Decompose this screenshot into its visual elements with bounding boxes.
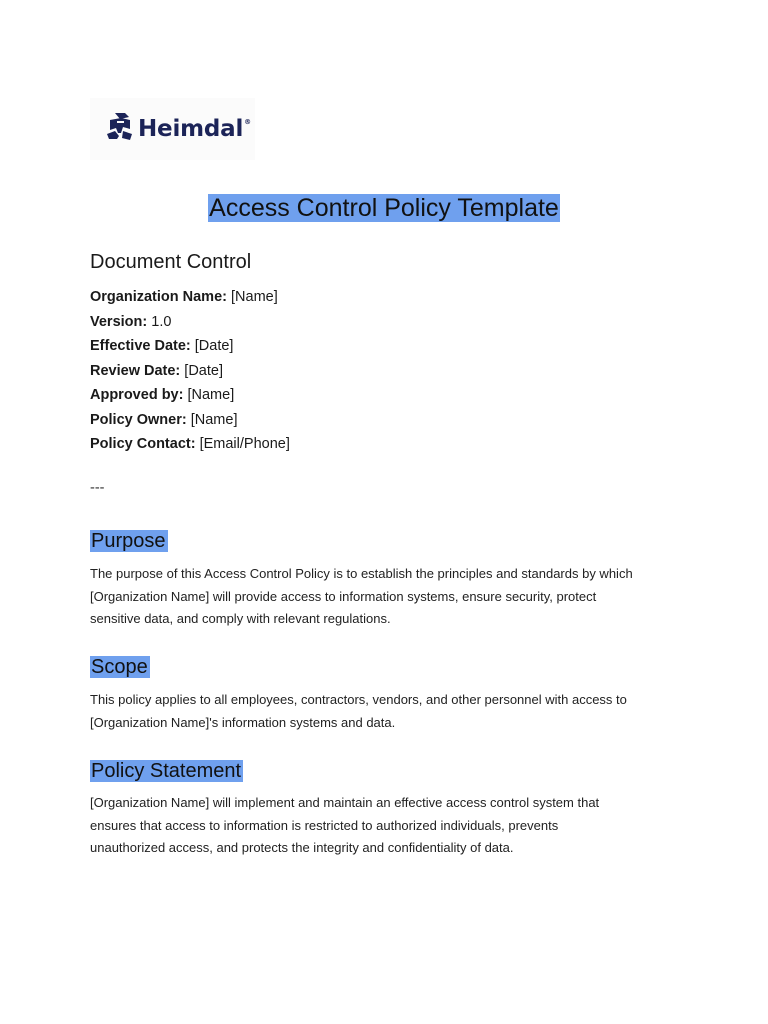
field-version: Version: 1.0 [90, 313, 172, 330]
purpose-heading: Purpose [91, 530, 166, 552]
scope-heading: Scope [91, 656, 148, 678]
policy-statement-paragraph: [Organization Name] will implement and maintain an effective access control system that ensures that access to information is restricted to authorized individuals, prevents unauthorized access, and protects the integrity and confidentiality of data. [90, 795, 600, 855]
policy-statement-heading: Policy Statement [91, 760, 242, 782]
field-review-date: Review Date: [Date] [90, 362, 223, 379]
document-control-fields [90, 285, 290, 457]
field-policy-contact: Policy Contact: [Email/Phone] [90, 436, 290, 452]
heimdal-logo [90, 98, 255, 160]
field-organization-name: Organization Name: [Name] [90, 289, 278, 305]
field-policy-owner: Policy Owner: [Name] [90, 411, 238, 428]
section-divider: --- [90, 480, 105, 496]
purpose-paragraph: The purpose of this Access Control Policy is to establish the principles and standards by which [Organization Name] will provide access to information systems, ensure security, protect sensitive data, and comply with relevant regulations. [90, 566, 633, 626]
document-control-heading: Document Control [90, 251, 252, 273]
document-title: Access Control Policy Template [209, 194, 559, 222]
logo-wordmark: Heimdal® [138, 116, 251, 142]
scope-paragraph: This policy applies to all employees, contractors, vendors, and other personnel with access to [Organization Name]'s information systems and data. [90, 692, 627, 730]
field-approved-by: Approved by: [Name] [90, 387, 235, 403]
field-effective-date: Effective Date: [Date] [90, 338, 234, 354]
heimdal-helmet-icon [106, 111, 134, 143]
